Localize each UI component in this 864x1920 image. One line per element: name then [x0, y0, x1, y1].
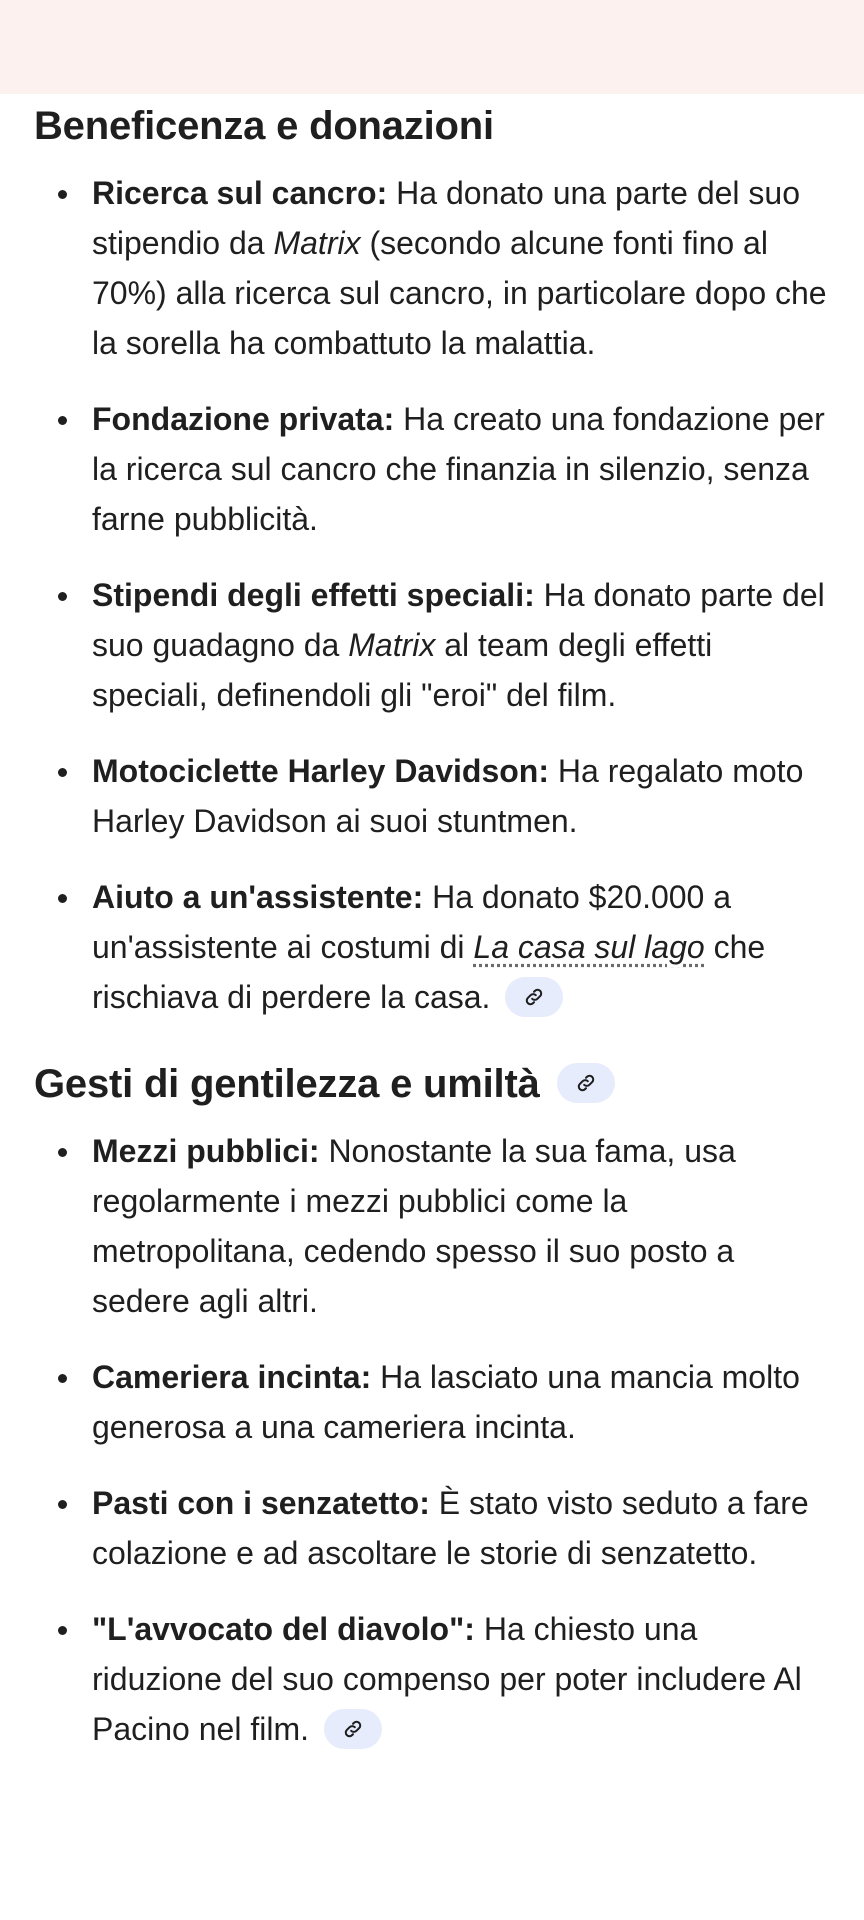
link-icon [523, 986, 545, 1008]
list-item: Stipendi degli effetti speciali: Ha donato parte del suo guadagno da Matrix al team degli effetti speciali, definendoli gli "eroi" del film. [34, 570, 834, 720]
kindness-list [34, 1126, 834, 1754]
charity-list [34, 168, 834, 1022]
link-icon [342, 1718, 364, 1740]
list-item: Aiuto a un'assistente: Ha donato $20.000 a un'assistente ai costumi di La casa sul lago che rischiava di perdere la casa. [34, 872, 834, 1022]
list-item: Ricerca sul cancro: Ha donato una parte del suo stipendio da Matrix (secondo alcune fonti fino al 70%) alla ricerca sul cancro, in particolare dopo che la sorella ha combattuto la malattia. [34, 168, 834, 368]
list-item: Pasti con i senzatetto: È stato visto seduto a fare colazione e ad ascoltare le storie di senzatetto. [34, 1478, 834, 1578]
link-icon [575, 1072, 597, 1094]
section-title-kindness: Gesti di gentilezza e umiltà [34, 1056, 834, 1112]
source-link-button[interactable] [324, 1709, 382, 1749]
source-link-button[interactable] [557, 1063, 615, 1103]
top-bar [0, 0, 864, 94]
response-content [34, 98, 834, 1780]
section-title-charity: Beneficenza e donazioni [34, 104, 494, 148]
list-item: Cameriera incinta: Ha lasciato una mancia molto generosa a una cameriera incinta. [34, 1352, 834, 1452]
list-item: Fondazione privata: Ha creato una fondazione per la ricerca sul cancro che finanzia in silenzio, senza farne pubblicità. [34, 394, 834, 544]
source-link-button[interactable] [505, 977, 563, 1017]
list-item: Mezzi pubblici: Nonostante la sua fama, usa regolarmente i mezzi pubblici come la metropolitana, cedendo spesso il suo posto a sedere agli altri. [34, 1126, 834, 1326]
movie-link[interactable]: La casa sul lago [473, 929, 705, 965]
list-item: "L'avvocato del diavolo": Ha chiesto una riduzione del suo compenso per poter includere Al Pacino nel film. [34, 1604, 834, 1754]
list-item: Motociclette Harley Davidson: Ha regalato moto Harley Davidson ai suoi stuntmen. [34, 746, 834, 846]
